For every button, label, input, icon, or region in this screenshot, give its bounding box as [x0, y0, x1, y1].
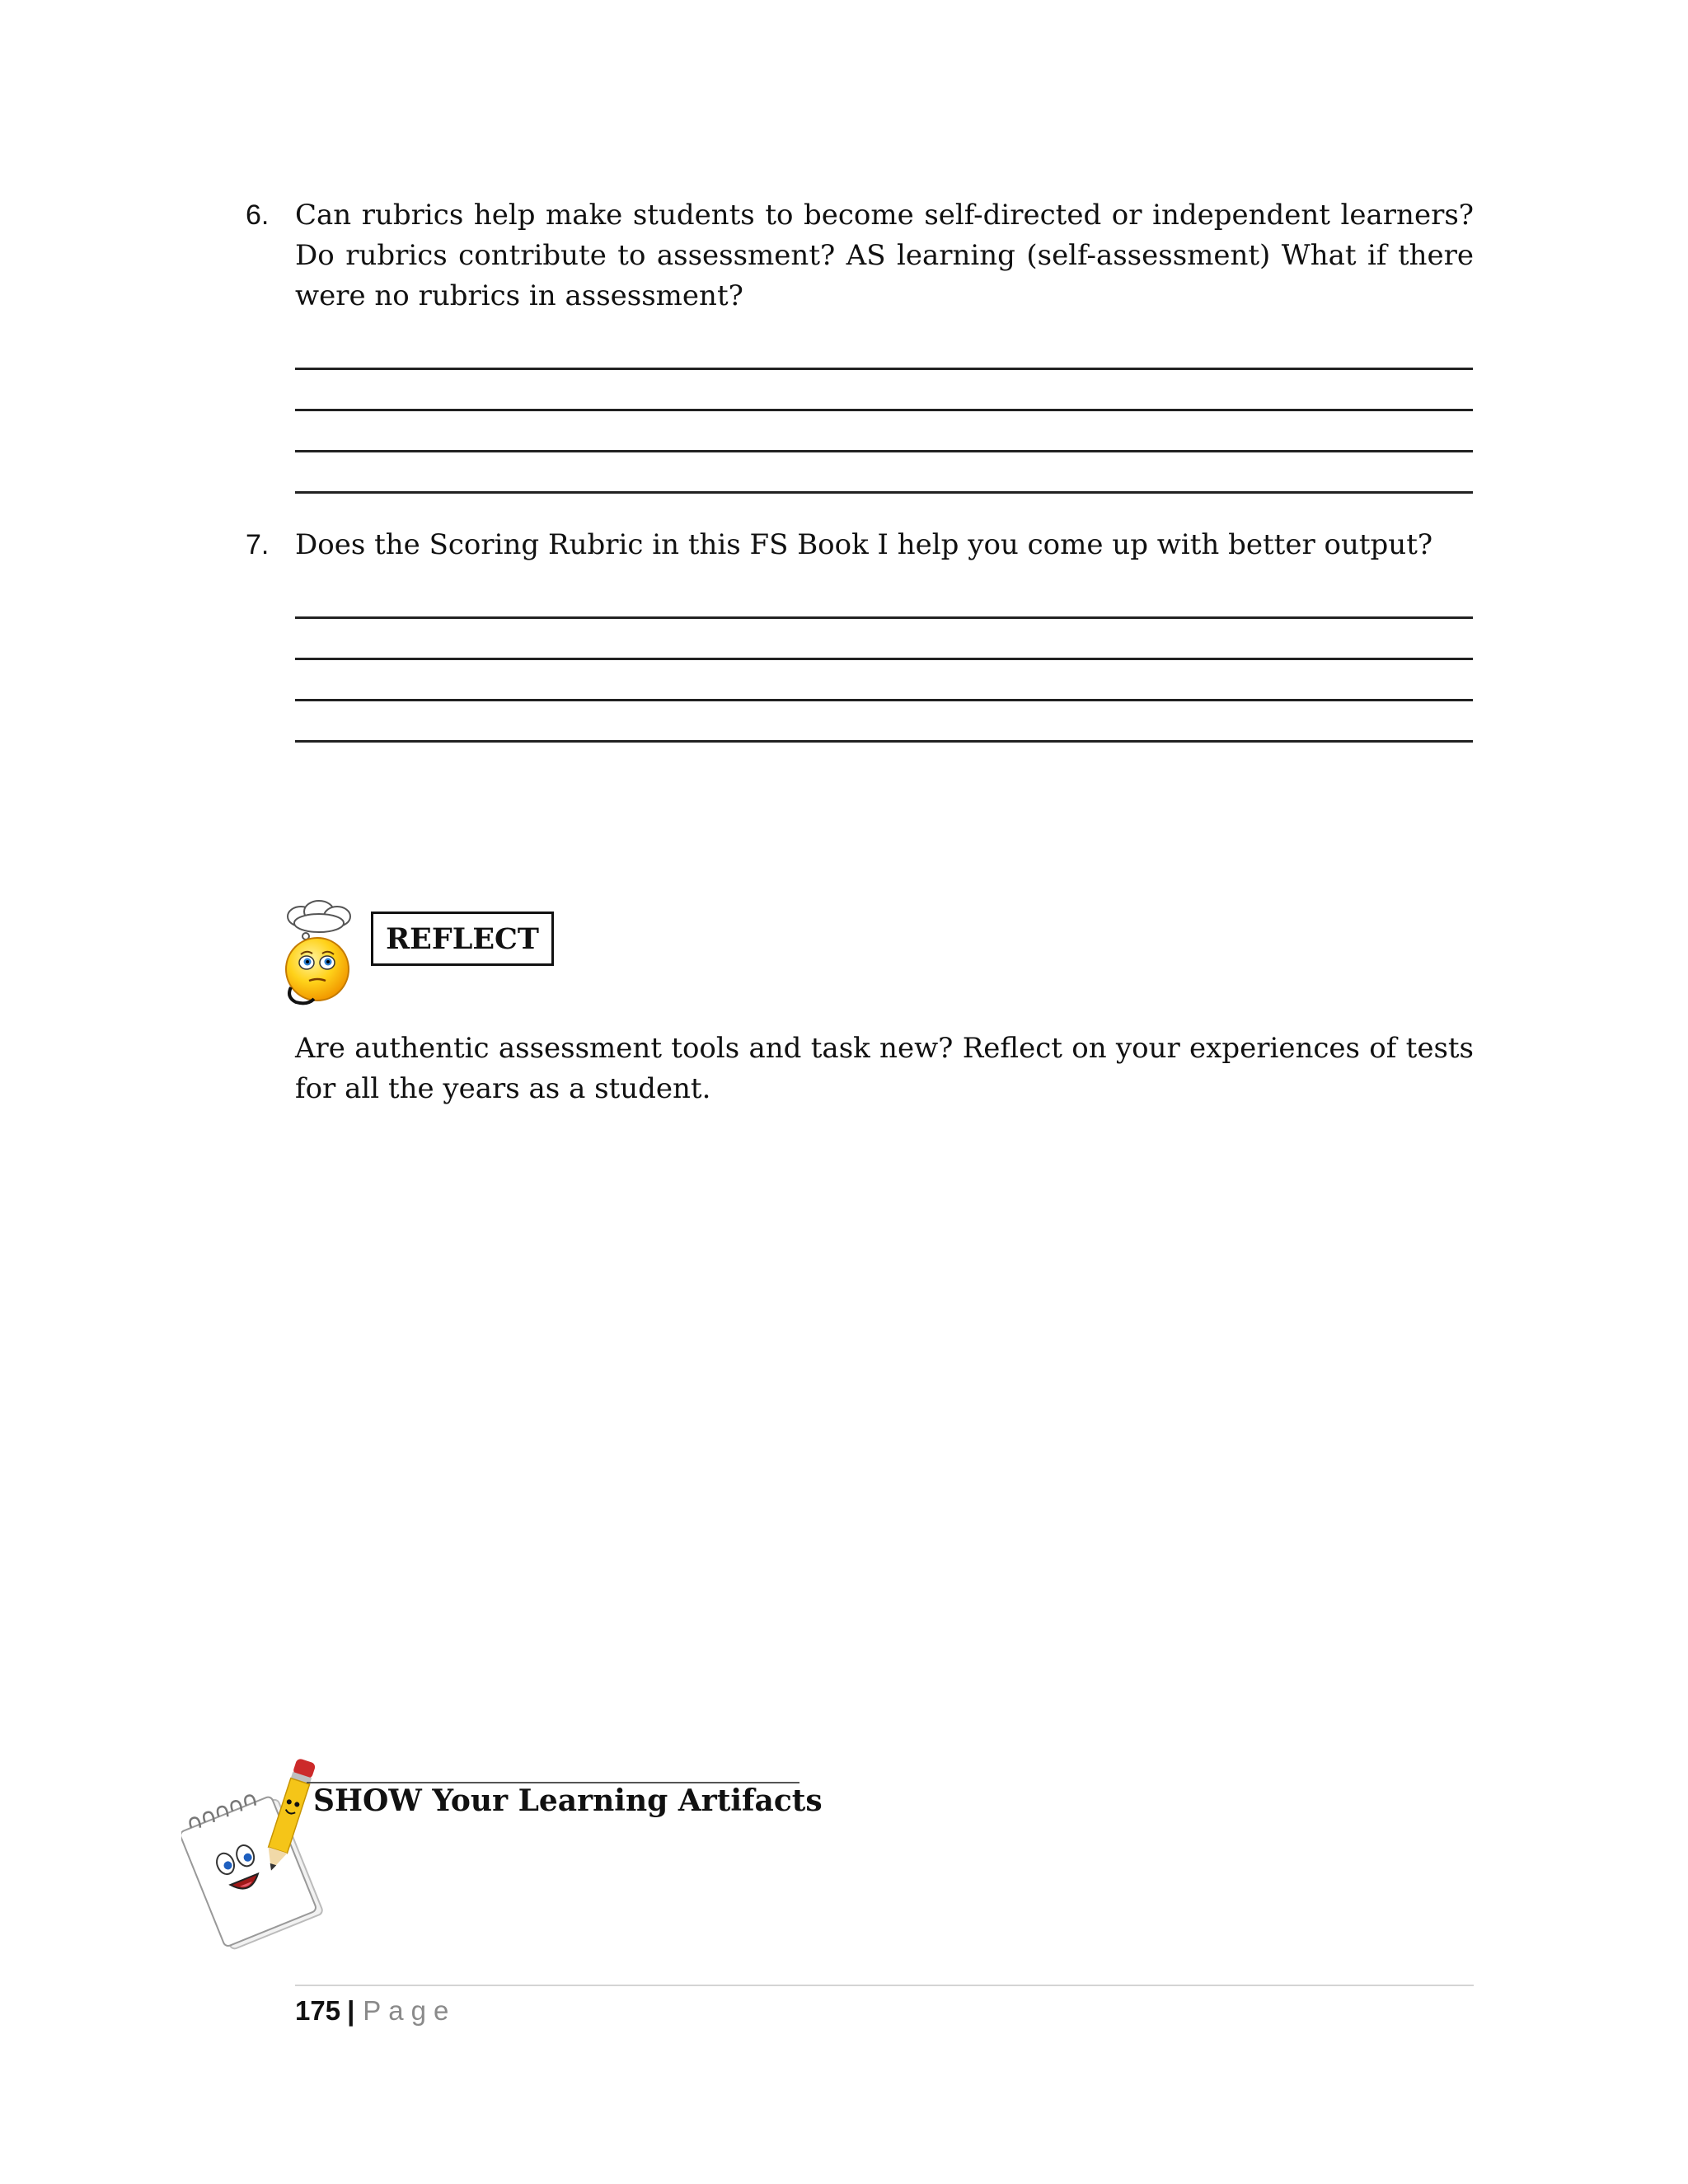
page-number: 175: [295, 1995, 341, 2026]
page-separator: |: [347, 1995, 355, 2026]
answer-line: [295, 491, 1473, 494]
answer-line: [295, 368, 1473, 370]
reflect-prompt: Are authentic assessment tools and task new? Reflect on your experiences of tests for all the years as a student.: [295, 1032, 1474, 1105]
answer-line: [295, 450, 1473, 452]
thinking-face-icon: [268, 898, 367, 1005]
answer-line: [295, 658, 1473, 660]
reflect-label: REFLECT: [371, 912, 554, 966]
show-artifacts-heading: SHOW Your Learning Artifacts: [313, 1783, 823, 1818]
question-text: Does the Scoring Rubric in this FS Book I help you come up with better output?: [295, 528, 1433, 561]
page-word: Page: [363, 1995, 457, 2026]
question-7: [246, 525, 1474, 565]
footer-rule: [295, 1985, 1474, 1986]
answer-line: [295, 616, 1473, 619]
question-number: 6.: [246, 199, 270, 231]
question-text: Can rubrics help make students to become self-directed or independent learners? Do rubrics contribute to assessment? AS learning (self-assessment) What if there were no rubrics in assessment?: [295, 199, 1474, 312]
answer-line: [295, 740, 1473, 743]
answer-lines-7: [295, 616, 1473, 781]
answer-line: [295, 699, 1473, 701]
question-number: 7.: [246, 529, 270, 560]
answer-line: [295, 409, 1473, 411]
page-footer: [295, 1990, 456, 2032]
question-6: [246, 195, 1474, 316]
answer-lines-6: [295, 368, 1473, 532]
